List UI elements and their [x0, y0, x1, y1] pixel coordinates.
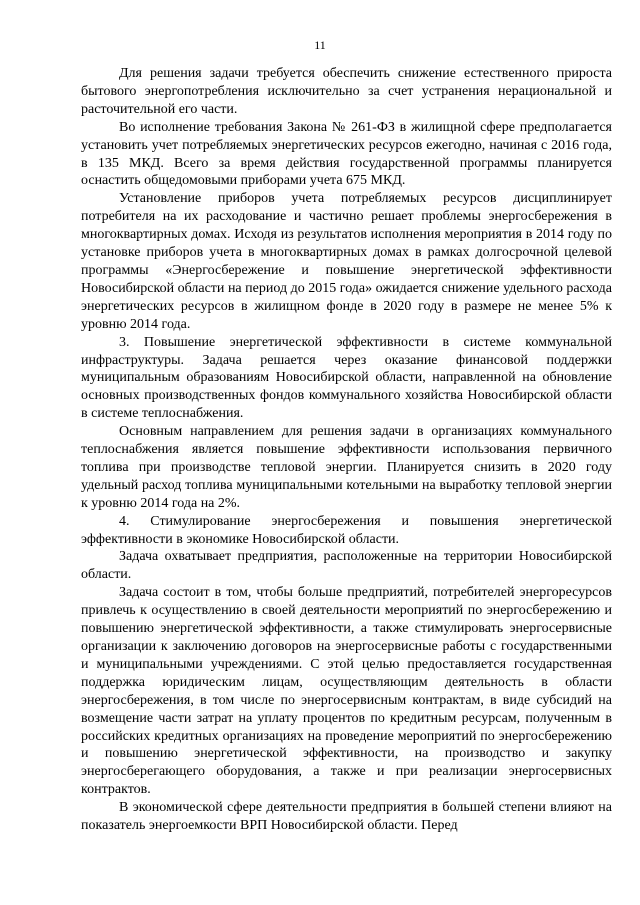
paragraph-8: Задача состоит в том, чтобы больше предприятий, потребителей энергоресурсов привлечь к осуществлению в своей деятельности мероприятий по энергосбережению и повышению энергетической эффективности, а также стимулировать энергосервисные организации к заключению договоров на энергосервисные работы с государственными и муниципальными учреждениями. С этой целью предоставляется государственная поддержка юридическим лицам, осуществляющим деятельность в области энергосбережения, в том числе по энергосервисным контрактам, в виде субсидий на возмещение части затрат на уплату процентов по кредитным ресурсам, полученным в российских кредитных организациях на проведение мероприятий по энергосбережению и повышению энергетической эффективности, на производство и закупку энергосберегающего оборудования, а также и при реализации энергосервисных контрактов.: [81, 585, 612, 798]
paragraph-6: 4. Стимулирование энергосбережения и повышения энергетической эффективности в экономике Новосибирской области.: [81, 513, 612, 547]
paragraph-3: Установление приборов учета потребляемых ресурсов дисциплинирует потребителя на их расходование и частично решает проблемы энергосбережения в многоквартирных домах. Исходя из результатов исполнения мероприятия в 2014 году по установке приборов учета в многоквартирных домах в рамках долгосрочной целевой программы «Энергосбережение и повышение энергетической эффективности Новосибирской области на период до 2015 года» ожидается снижение удельного расхода энергетических ресурсов в жилищном фонде в 2020 году в размере не менее 5% к уровню 2014 года.: [81, 191, 612, 332]
paragraph-7: Задача охватывает предприятия, расположенные на территории Новосибирской области.: [81, 549, 612, 583]
paragraph-1: Для решения задачи требуется обеспечить снижение естественного прироста бытового энергопотребления исключительно за счет устранения нерациональной и расточительной его части.: [81, 66, 612, 117]
body-text: [81, 65, 612, 835]
paragraph-2: Во исполнение требования Закона № 261-ФЗ в жилищной сфере предполагается установить учет потребляемых энергетических ресурсов ежегодно, начиная с 2016 года, в 135 МКД. Всего за время действия государственной программы планируется оснастить общедомовыми приборами учета 675 МКД.: [81, 119, 612, 189]
paragraph-9: В экономической сфере деятельности предприятия в большей степени влияют на показатель энергоемкости ВРП Новосибирской области. Перед: [81, 800, 612, 834]
paragraph-4: 3. Повышение энергетической эффективности в системе коммунальной инфраструктуры. Задача решается через оказание финансовой поддержки муниципальным образованиям Новосибирской области, направленной на обновление основных производственных фондов коммунального хозяйства Новосибирской области в системе теплоснабжения.: [81, 334, 612, 422]
page-number: 11: [314, 38, 326, 52]
paragraph-5: Основным направлением для решения задачи в организациях коммунального теплоснабжения является повышение эффективности использования первичного топлива при производстве тепловой энергии. Планируется снизить в 2020 году удельный расход топлива муниципальными котельными на выработку тепловой энергии к уровню 2014 года на 2%.: [81, 424, 612, 511]
